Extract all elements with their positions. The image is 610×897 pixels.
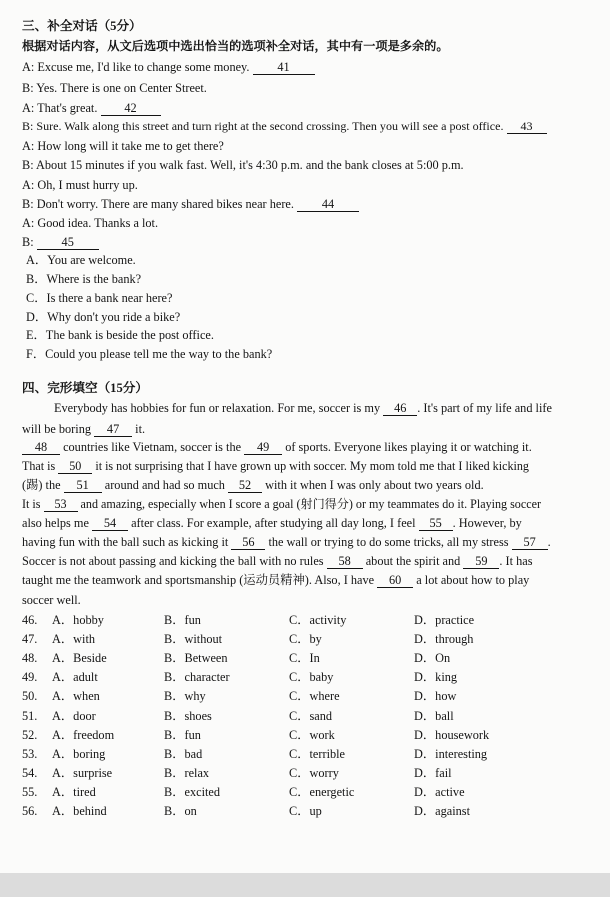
answer-option-a: A．surprise	[52, 765, 113, 780]
bottom-gray-bar	[0, 873, 610, 897]
section4-heading: 四、完形填空（15分）	[22, 381, 148, 395]
blank-53: 53	[44, 498, 78, 512]
answer-option-d: D．king	[414, 670, 458, 685]
answer-option-c: C．activity	[289, 613, 347, 627]
answer-option-c: C．where	[289, 689, 340, 704]
blank-42: 42	[101, 102, 161, 116]
answer-option-b: B．fun	[164, 727, 201, 742]
passage-line-6: It is 53 and amazing, especially when I score a goal (射门得分) or my teammates do it. Playing soccer	[22, 497, 541, 511]
blank-43: 43	[507, 120, 547, 134]
answer-option-a: A．when	[52, 689, 100, 704]
option-e: E．The bank is beside the post office.	[26, 328, 214, 342]
answer-option-d: D．how	[414, 689, 457, 704]
answer-option-b: B．without	[164, 632, 223, 647]
question-number: 47.	[22, 632, 38, 647]
answer-option-d: D．interesting	[414, 746, 488, 761]
blank-56: 56	[231, 536, 265, 550]
answer-option-c: C．sand	[289, 708, 333, 723]
option-c: C．Is there a bank near here?	[26, 291, 173, 305]
answer-option-d: D．against	[414, 804, 471, 818]
question-number: 49.	[22, 670, 38, 685]
answer-option-a: A．with	[52, 632, 96, 647]
option-a: A．You are welcome.	[26, 253, 136, 267]
passage-line-1: Everybody has hobbies for fun or relaxation. For me, soccer is my 46 . It's part of my life and life	[54, 401, 552, 415]
blank-50: 50	[58, 460, 92, 474]
question-number: 56.	[22, 804, 38, 818]
blank-54: 54	[92, 517, 128, 531]
answer-option-b: B．relax	[164, 765, 210, 780]
dialogue-line-8: B: Don't worry. There are many shared bikes near here. 44	[22, 196, 359, 212]
answer-option-b: B．Between	[164, 651, 228, 666]
section3-instruction: 根据对话内容，从文后选项中选出恰当的选项补全对话，其中有一项是多余的。	[22, 39, 449, 53]
question-number: 52.	[22, 727, 38, 742]
answer-option-b: B．bad	[164, 746, 203, 761]
question-number: 55.	[22, 784, 38, 799]
answer-option-a: A．adult	[52, 670, 98, 685]
answer-option-b: B．excited	[164, 784, 221, 799]
answer-option-c: C．work	[289, 727, 335, 742]
blank-49: 49	[244, 441, 282, 455]
answer-option-d: D．On	[414, 651, 451, 666]
dialogue-line-2: B: Yes. There is one on Center Street.	[22, 81, 207, 95]
answer-option-c: C．by	[289, 632, 322, 647]
blank-46: 46	[383, 402, 417, 416]
answer-option-a: A．behind	[52, 804, 107, 818]
answer-option-a: A．freedom	[52, 727, 115, 742]
passage-line-3: 48 countries like Vietnam, soccer is the 49 of sports. Everyone likes playing it or watching it.	[22, 439, 532, 455]
passage-line-8: having fun with the ball such as kicking it 56 the wall or trying to do some tricks, all my stress 57 .	[22, 535, 551, 549]
answer-option-b: B．why	[164, 689, 206, 704]
answer-option-d: D．ball	[414, 708, 454, 723]
dialogue-line-6: B: About 15 minutes if you walk fast. Well, it's 4:30 p.m. and the bank closes at 5:00 p.m.	[22, 158, 464, 172]
blank-44: 44	[297, 198, 359, 212]
dialogue-line-7: A: Oh, I must hurry up.	[22, 178, 138, 192]
option-f: F．Could you please tell me the way to the bank?	[26, 347, 273, 361]
answer-option-a: A．Beside	[52, 651, 107, 666]
answer-option-d: D．practice	[414, 613, 475, 627]
blank-55: 55	[419, 517, 453, 531]
dialogue-line-9: A: Good idea. Thanks a lot.	[22, 216, 159, 230]
answer-option-c: C．terrible	[289, 746, 346, 761]
answer-option-c: C．baby	[289, 670, 334, 685]
question-number: 46.	[22, 613, 38, 627]
question-number: 54.	[22, 765, 38, 780]
dialogue-line-4: B: Sure. Walk along this street and turn right at the second crossing. Then you will see a post office. 43	[22, 118, 547, 134]
dialogue-line-10: B: 45	[22, 234, 99, 250]
passage-line-11: soccer well.	[22, 593, 81, 607]
answer-option-d: D．active	[414, 784, 465, 799]
question-number: 50.	[22, 689, 38, 704]
question-number: 48.	[22, 651, 38, 666]
blank-57: 57	[512, 536, 548, 550]
answer-option-d: D．fail	[414, 765, 452, 780]
dialogue-line-5: A: How long will it take me to get there?	[22, 139, 224, 153]
passage-line-5: (踢) the 51 around and had so much 52 with it when I was only about two years old.	[22, 478, 484, 492]
passage-line-7: also helps me 54 after class. For example, after studying all day long, I feel 55 . However, by	[22, 516, 522, 530]
option-d: D．Why don't you ride a bike?	[26, 310, 181, 324]
answer-option-d: D．housework	[414, 727, 490, 742]
passage-line-9: Soccer is not about passing and kicking the ball with no rules 58 about the spirit and 59 . It has	[22, 554, 533, 568]
answer-option-c: C．In	[289, 651, 320, 666]
option-b: B．Where is the bank?	[26, 272, 142, 286]
question-number: 53.	[22, 746, 38, 761]
dialogue-line-3: A: That's great. 42	[22, 100, 161, 116]
answer-option-a: A．boring	[52, 746, 106, 761]
blank-59: 59	[463, 555, 499, 569]
answer-option-b: B．character	[164, 670, 230, 685]
answer-option-a: A．hobby	[52, 613, 104, 627]
question-number: 51.	[22, 708, 38, 723]
answer-option-b: B．fun	[164, 613, 201, 627]
passage-line-4: That is 50 it is not surprising that I have grown up with soccer. My mom told me that I liked kicking	[22, 459, 529, 473]
blank-58: 58	[327, 555, 363, 569]
dialogue-line-1: A: Excuse me, I'd like to change some money. 41	[22, 59, 315, 75]
passage-line-2: will be boring 47 it.	[22, 422, 146, 436]
answer-option-b: B．on	[164, 804, 197, 818]
blank-48: 48	[22, 441, 60, 455]
answer-option-c: C．up	[289, 804, 322, 818]
blank-47: 47	[94, 423, 132, 437]
blank-41: 41	[253, 61, 315, 75]
blank-60: 60	[377, 574, 413, 588]
answer-option-c: C．worry	[289, 765, 339, 780]
passage-line-10: taught me the teamwork and sportsmanship (运动员精神). Also, I have 60 a lot about how to play	[22, 573, 530, 587]
blank-51: 51	[64, 479, 102, 493]
blank-45: 45	[37, 236, 99, 250]
answer-option-c: C．energetic	[289, 784, 355, 799]
answer-option-b: B．shoes	[164, 708, 212, 723]
blank-52: 52	[228, 479, 262, 493]
answer-option-a: A．tired	[52, 784, 96, 799]
section3-heading: 三、补全对话（5分）	[22, 19, 142, 33]
answer-option-a: A．door	[52, 708, 96, 723]
answer-option-d: D．through	[414, 632, 474, 647]
